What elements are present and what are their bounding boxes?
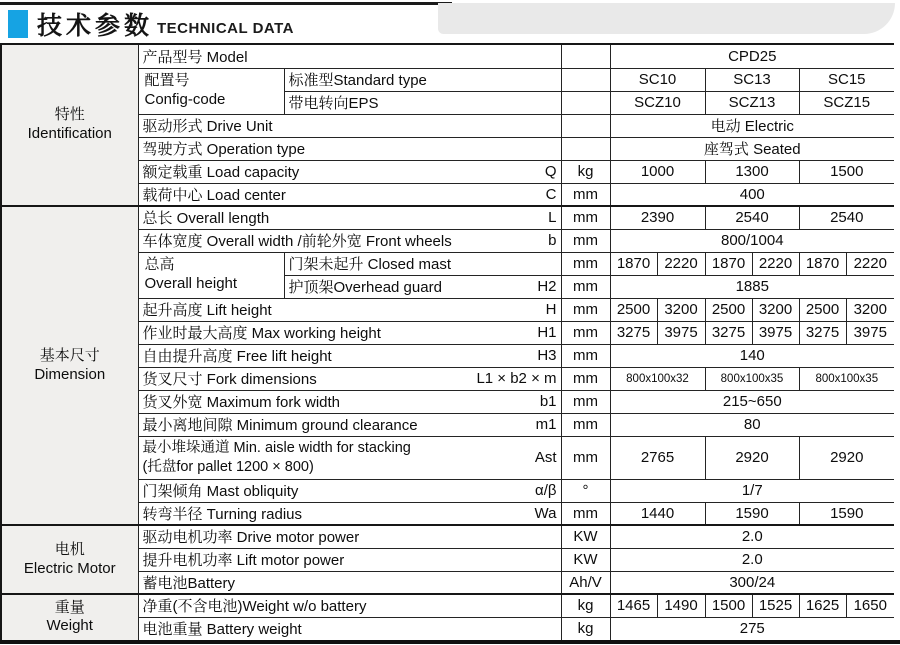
label-text [143,439,411,477]
category-weight-zh: 重量 [54,598,85,616]
label-text: 门架倾角 Mast obliquity [142,483,299,500]
row-model-label: 产品型号 Model [138,44,561,68]
category-identification-zh: 特性 [54,106,85,124]
symbol-text: H2 [537,278,557,295]
symbol-text: b [548,232,557,249]
row-load-center-label [138,183,561,206]
row-lift-motor-power-label: 提升电机功率 Lift motor power [138,548,561,571]
label-text: 额定载重 Load capacity [142,164,300,181]
row-operation-type-unit [561,137,610,160]
technical-data-table-wrap [0,43,894,641]
row-overall-width-label [138,229,561,252]
row-max-working-height-unit: mm [561,321,610,344]
value-cell: 2540 [705,206,799,229]
technical-data-table [0,43,894,641]
category-electric-motor [1,525,138,594]
row-free-lift-height-label [138,344,561,367]
row-overall-height-label-en: Overall height [144,275,238,292]
row-battery-label: 蓄电池Battery [138,571,561,594]
category-identification [1,44,138,206]
row-drive-motor-power-unit: KW [561,525,610,548]
label-text: 作业时最大高度 Max working height [142,325,381,342]
label-text: 总长 Overall length [142,210,270,228]
value-cell: 1870 [705,252,752,275]
row-load-center-value: 400 [610,183,894,206]
symbol-text: H1 [537,324,557,341]
value-cell: SC15 [799,68,894,91]
category-dimension-zh: 基本尺寸 [39,346,100,364]
row-free-lift-height-unit: mm [561,344,610,367]
label-text: 起升高度 Lift height [142,302,272,319]
label-text: 最小离地间隙 Minimum ground clearance [142,417,418,434]
value-cell: 2220 [846,252,894,275]
label-text: 护顶架Overhead guard [288,279,442,296]
row-battery-unit: Ah/V [561,571,610,594]
symbol-text: m1 [535,416,557,433]
symbol-text: C [545,185,557,203]
row-config-standard-label: 标准型Standard type [284,68,561,91]
value-cell: 2500 [799,298,846,321]
page-header [0,6,294,42]
page-title-zh: 技术参数 [37,12,154,40]
row-lift-motor-power-unit: KW [561,548,610,571]
row-lift-motor-power-value: 2.0 [610,548,894,571]
value-cell: 1650 [846,594,894,617]
row-overhead-guard-label [284,275,561,298]
value-cell: SC10 [610,68,705,91]
value-cell: 800x100x35 [799,367,894,390]
row-fork-dimensions-label [138,367,561,390]
value-cell: 1870 [799,252,846,275]
value-cell: SCZ10 [610,91,705,114]
value-cell: 2220 [752,252,799,275]
row-config-eps-unit [561,91,610,114]
row-overhead-guard-unit: mm [561,275,610,298]
row-drive-unit-unit [561,114,610,137]
value-cell: 1590 [705,502,799,525]
value-cell: 1590 [799,502,894,525]
row-model-unit [561,44,610,68]
label-text: 车体宽度 Overall width /前轮外宽 Front wheels [142,233,452,250]
value-cell: 2500 [610,298,657,321]
row-overall-length-label [138,206,561,229]
symbol-text: Ast [534,449,557,466]
symbol-text: b1 [539,393,557,410]
value-cell: 1625 [799,594,846,617]
row-overall-height-label [138,252,284,298]
value-cell: 3975 [657,321,705,344]
row-min-aisle-width-label [138,436,561,479]
symbol-text: Q [544,163,557,180]
value-cell: 800x100x32 [610,367,705,390]
row-max-working-height-label [138,321,561,344]
row-config-standard-unit [561,68,610,91]
value-cell: SCZ13 [705,91,799,114]
page-title-en: TECHNICAL DATA [157,19,295,37]
row-load-capacity-label [138,160,561,183]
symbol-text: H3 [537,347,557,364]
row-min-ground-clearance-unit: mm [561,413,610,436]
value-cell: 1870 [610,252,657,275]
row-drive-motor-power-value: 2.0 [610,525,894,548]
value-cell: 1000 [610,160,705,183]
symbol-text: L1 × b2 × m [476,370,557,387]
value-cell: 3275 [610,321,657,344]
value-cell: 3975 [846,321,894,344]
row-max-fork-width-unit: mm [561,390,610,413]
header-top-rule [0,2,452,5]
value-cell: 800x100x35 [705,367,799,390]
label-text: 载荷中心 Load center [142,186,286,204]
row-battery-weight-value: 275 [610,617,894,640]
symbol-text: L [548,209,557,227]
blue-accent-square [8,10,28,38]
value-cell: 1525 [752,594,799,617]
row-weight-wo-battery-label: 净重(不含电池)Weight w/o battery [138,594,561,617]
value-cell: 3275 [799,321,846,344]
value-cell: SCZ15 [799,91,894,114]
category-electric-motor-zh: 电机 [54,540,85,558]
row-mast-obliquity-unit: ° [561,479,610,502]
row-config-label [138,68,284,114]
row-battery-weight-unit: kg [561,617,610,640]
row-drive-unit-label: 驱动形式 Drive Unit [138,114,561,137]
row-config-label-zh: 配置号 [144,72,190,90]
symbol-text: Wa [534,504,557,522]
header-gray-swoosh [438,3,895,34]
symbol-text: H [545,301,557,318]
row-overall-width-unit: mm [561,229,610,252]
row-overhead-guard-value: 1885 [610,275,894,298]
row-drive-unit-value: 电动 Electric [610,114,894,137]
value-cell: 2500 [705,298,752,321]
value-cell: 2765 [610,436,705,479]
row-overall-width-value: 800/1004 [610,229,894,252]
row-min-aisle-width-unit: mm [561,436,610,479]
category-dimension-en: Dimension [34,365,106,383]
row-model-value: CPD25 [610,44,894,68]
row-battery-weight-label: 电池重量 Battery weight [138,617,561,640]
value-cell: 3200 [752,298,799,321]
aisle-label-line1: 最小堆垛通道 Min. aisle width for stacking [142,439,411,456]
row-overall-height-label-zh: 总高 [144,256,175,274]
value-cell: 2920 [799,436,894,479]
value-cell: SC13 [705,68,799,91]
value-cell: 3200 [846,298,894,321]
row-config-eps-label: 带电转向EPS [284,91,561,114]
row-closed-mast-unit: mm [561,252,610,275]
row-load-center-unit: mm [561,183,610,206]
row-closed-mast-label: 门架未起升 Closed mast [284,252,561,275]
row-weight-wo-battery [1,594,894,617]
category-weight-en: Weight [46,617,93,635]
row-drive-motor-power [1,525,894,548]
row-overall-length [1,206,894,229]
row-drive-motor-power-label: 驱动电机功率 Drive motor power [138,525,561,548]
row-weight-wo-battery-unit: kg [561,594,610,617]
row-lift-height-label [138,298,561,321]
category-identification-en: Identification [27,125,112,142]
value-cell: 2920 [705,436,799,479]
label-text: 转弯半径 Turning radius [142,505,302,523]
category-electric-motor-en: Electric Motor [23,559,116,577]
value-cell: 1300 [705,160,799,183]
row-lift-height-unit: mm [561,298,610,321]
row-mast-obliquity-label [138,479,561,502]
aisle-label-line2: (托盘for pallet 1200 × 800) [142,458,314,475]
row-overall-length-unit: mm [561,206,610,229]
value-cell: 3275 [705,321,752,344]
row-min-ground-clearance-value: 80 [610,413,894,436]
value-cell: 3200 [657,298,705,321]
row-min-ground-clearance-label [138,413,561,436]
symbol-text: α/β [535,482,557,499]
value-cell: 1500 [799,160,894,183]
row-free-lift-height-value: 140 [610,344,894,367]
row-max-fork-width-label [138,390,561,413]
value-cell: 3975 [752,321,799,344]
category-weight [1,594,138,640]
value-cell: 1500 [705,594,752,617]
row-model [1,44,894,68]
label-text: 货叉尺寸 Fork dimensions [142,371,317,388]
row-max-fork-width-value: 215~650 [610,390,894,413]
row-operation-type-label: 驾驶方式 Operation type [138,137,561,160]
label-text: 自由提升高度 Free lift height [142,348,332,365]
row-battery-value: 300/24 [610,571,894,594]
row-config-label-en: Config-code [144,91,226,108]
value-cell: 2390 [610,206,705,229]
row-fork-dimensions-unit: mm [561,367,610,390]
value-cell: 1490 [657,594,705,617]
row-turning-radius-unit: mm [561,502,610,525]
row-mast-obliquity-value: 1/7 [610,479,894,502]
page-bottom-rule [0,640,900,644]
row-load-capacity-unit: kg [561,160,610,183]
value-cell: 2220 [657,252,705,275]
value-cell: 1465 [610,594,657,617]
value-cell: 1440 [610,502,705,525]
value-cell: 2540 [799,206,894,229]
label-text: 货叉外宽 Maximum fork width [142,394,341,411]
row-turning-radius-label [138,502,561,525]
row-operation-type-value: 座驾式 Seated [610,137,894,160]
category-dimension [1,206,138,525]
